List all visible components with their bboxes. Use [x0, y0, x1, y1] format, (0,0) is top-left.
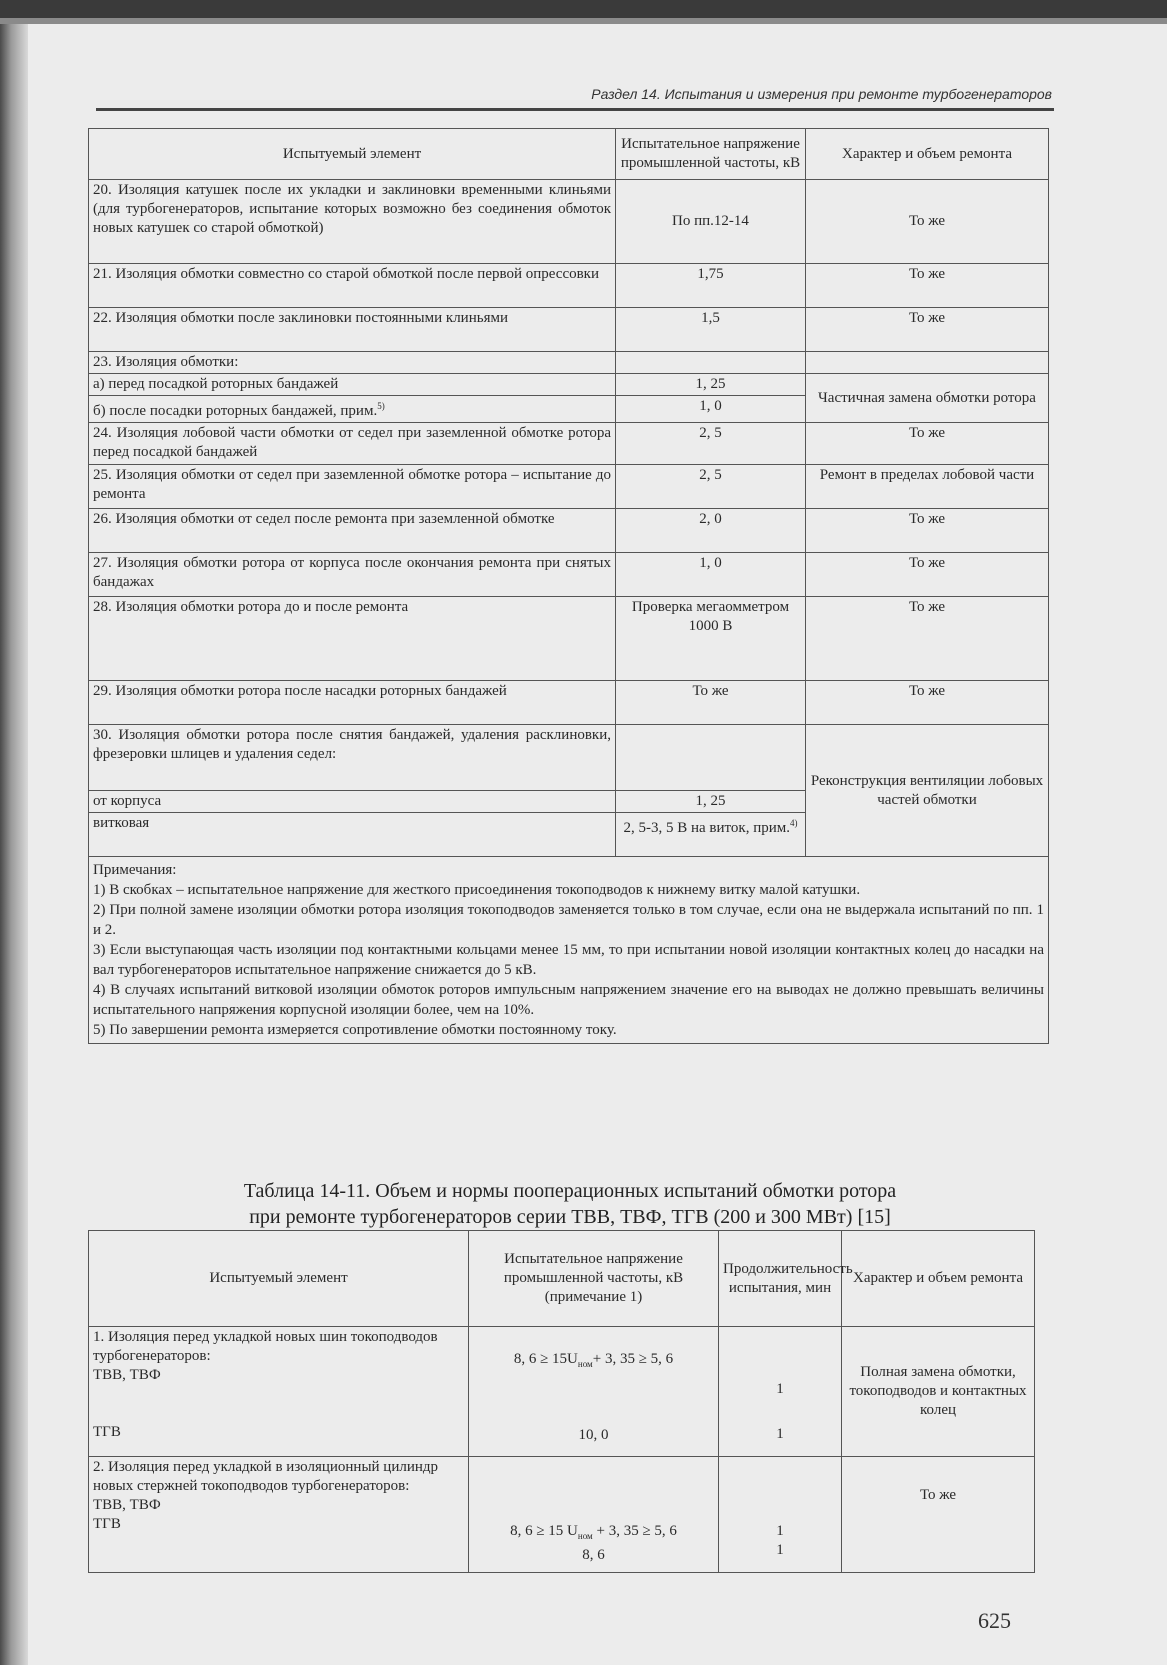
table-row	[89, 725, 1049, 791]
table-row	[89, 1327, 1035, 1457]
cell-repair: То же	[806, 423, 1049, 465]
cell-repair	[806, 352, 1049, 374]
cell-element: 20. Изоляция катушек после их укладки и заклиновки временными клиньями (для турбогенераторов, испытание которых возможно без соединения обмоток новых катушек со старой обмоткой)	[89, 180, 616, 264]
table-row	[89, 374, 1049, 396]
note-item: 3) Если выступающая часть изоляции под контактными кольцами менее 15 мм, то при испытании новой изоляции контактных колец до насадки на вал турбогенераторов испытательное напряжение снижается до 5 кВ.	[93, 942, 1044, 978]
footnote-ref: 4)	[790, 818, 798, 828]
table-row	[89, 1457, 1035, 1573]
cell-element	[89, 1327, 469, 1457]
notes-row	[89, 857, 1049, 1044]
duration-value: 1	[776, 1523, 784, 1539]
table-caption	[90, 1178, 1050, 1230]
cell-repair: То же	[806, 180, 1049, 264]
cell-element: 26. Изоляция обмотки от седел после ремонта при заземленной обмотке	[89, 509, 616, 553]
cell-element: 27. Изоляция обмотки ротора от корпуса после окончания ремонта при снятых бандажах	[89, 553, 616, 597]
cell-element: 24. Изоляция лобовой части обмотки от седел при заземленной обмотке ротора перед посадкой бандажей	[89, 423, 616, 465]
formula-part: 8, 6 ≥ 15 U	[510, 1523, 578, 1539]
cell-voltage: По пп.12-14	[616, 180, 806, 264]
cell-element-text: б) после посадки роторных бандажей, прим.	[93, 403, 378, 419]
page-number: 625	[978, 1608, 1011, 1633]
cell-voltage: 2, 5	[616, 465, 806, 509]
cell-repair: То же	[806, 681, 1049, 725]
note-item: 2) При полной замене изоляции обмотки ротора изоляция токоподводов заменяется только в том случае, если она не выдержала испытаний по пп. 1 и 2.	[93, 902, 1044, 938]
note-item: 1) В скобках – испытательное напряжение для жесткого присоединения токоподводов к нижнему витку малой катушки.	[93, 882, 861, 898]
table-row	[89, 180, 1049, 264]
cell-voltage-text: 2, 5-3, 5 В на виток, прим.	[623, 820, 790, 836]
cell-voltage	[469, 1327, 719, 1457]
cell-voltage: То же	[616, 681, 806, 725]
col-header-repair: Характер и объем ремонта	[806, 129, 1049, 180]
cell-repair: Полная замена обмотки, токоподводов и контактных колец	[842, 1327, 1035, 1457]
voltage-formula	[473, 1350, 714, 1374]
cell-voltage	[616, 725, 806, 791]
repair-text: То же	[919, 1487, 957, 1503]
formula-part: + 3, 35 ≥ 5, 6	[592, 1351, 674, 1367]
cell-element: витковая	[89, 813, 616, 857]
voltage-formula	[473, 1522, 714, 1546]
cell-voltage: Проверка мегаомметром 1000 В	[616, 597, 806, 681]
note-item: 5) По завершении ремонта измеряется сопротивление обмотки постоянному току.	[93, 1022, 617, 1038]
cell-repair: То же	[806, 553, 1049, 597]
cell-element: а) перед посадкой роторных бандажей	[89, 374, 616, 396]
cell-element: 29. Изоляция обмотки ротора после насадки роторных бандажей	[89, 681, 616, 725]
cell-element	[89, 396, 616, 423]
col-header-voltage: Испытательное напряжение промышленной частоты, кВ	[616, 129, 806, 180]
formula-part: + 3, 35 ≥ 5, 6	[592, 1523, 677, 1539]
duration-value: 1	[776, 1542, 784, 1558]
table-rotor-tests	[88, 1230, 1035, 1573]
notes-title: Примечания:	[93, 862, 177, 878]
notes-cell	[89, 857, 1049, 1044]
col-header-element: Испытуемый элемент	[89, 1231, 469, 1327]
element-sub: ТГВ	[93, 1424, 121, 1440]
page-edge-shadow	[0, 0, 28, 1665]
cell-repair	[842, 1457, 1035, 1573]
cell-voltage: 2, 5	[616, 423, 806, 465]
cell-element: от корпуса	[89, 791, 616, 813]
table-row	[89, 352, 1049, 374]
cell-element: 28. Изоляция обмотки ротора до и после ремонта	[89, 597, 616, 681]
formula-sub: ном	[577, 1359, 593, 1369]
element-sub: ТВВ, ТВФ	[93, 1497, 161, 1513]
cell-element: 23. Изоляция обмотки:	[89, 352, 616, 374]
cell-repair: То же	[806, 597, 1049, 681]
cell-element: 22. Изоляция обмотки после заклиновки постоянными клиньями	[89, 308, 616, 352]
cell-element: 21. Изоляция обмотки совместно со старой обмоткой после первой опрессовки	[89, 264, 616, 308]
cell-duration	[719, 1457, 842, 1573]
table-row	[89, 264, 1049, 308]
table-row	[89, 509, 1049, 553]
cell-repair: Ремонт в пределах лобовой части	[806, 465, 1049, 509]
caption-line: Таблица 14-11. Объем и нормы пооперационных испытаний обмотки ротора	[243, 1180, 897, 1202]
table-row	[89, 597, 1049, 681]
element-sub: ТВВ, ТВФ	[93, 1367, 161, 1383]
cell-element: 25. Изоляция обмотки от седел при заземленной обмотке ротора – испытание до ремонта	[89, 465, 616, 509]
cell-voltage	[616, 813, 806, 857]
col-header-repair: Характер и объем ремонта	[842, 1231, 1035, 1327]
table-header-row	[89, 1231, 1035, 1327]
cell-duration	[719, 1327, 842, 1457]
cell-voltage: 1, 25	[616, 791, 806, 813]
cell-voltage	[469, 1457, 719, 1573]
cell-voltage: 2, 0	[616, 509, 806, 553]
cell-repair: То же	[806, 264, 1049, 308]
footnote-ref: 5)	[377, 401, 385, 411]
element-text: 1. Изоляция перед укладкой новых шин токоподводов турбогенераторов:	[93, 1329, 438, 1364]
table-row	[89, 423, 1049, 465]
cell-voltage: 1, 0	[616, 553, 806, 597]
cell-voltage: 1,75	[616, 264, 806, 308]
caption-line: при ремонте турбогенераторов серии ТВВ, ТВФ, ТГВ (200 и 300 МВт) [15]	[249, 1206, 891, 1228]
duration-value: 1	[776, 1426, 784, 1442]
table-test-voltages	[88, 128, 1049, 1044]
element-text: 2. Изоляция перед укладкой в изоляционный цилиндр новых стержней токоподводов турбогенераторов:	[93, 1459, 439, 1494]
formula-part: 8, 6 ≥ 15U	[513, 1351, 578, 1367]
cell-voltage: 1, 25	[616, 374, 806, 396]
cell-repair: Частичная замена обмотки ротора	[806, 374, 1049, 423]
table-row	[89, 465, 1049, 509]
table-row	[89, 681, 1049, 725]
col-header-voltage: Испытательное напряжение промышленной частоты, кВ (примечание 1)	[469, 1231, 719, 1327]
element-sub: ТГВ	[93, 1516, 121, 1532]
formula-sub: ном	[577, 1531, 593, 1541]
running-header: Раздел 14. Испытания и измерения при ремонте турбогенераторов	[591, 86, 1052, 102]
duration-value: 1	[776, 1381, 784, 1397]
col-header-duration: Продолжительность испытания, мин	[719, 1231, 842, 1327]
note-item: 4) В случаях испытаний витковой изоляции обмоток роторов импульсным напряжением значение его на выводах не должно превышать величины испытательного напряжения корпусной изоляции более, чем на 10%.	[93, 982, 1044, 1018]
table-row	[89, 553, 1049, 597]
cell-element	[89, 1457, 469, 1573]
cell-element: 30. Изоляция обмотки ротора после снятия бандажей, удаления расклиновки, фрезеровки шлицев и удаления седел:	[89, 725, 616, 791]
cell-repair: Реконструкция вентиляции лобовых частей обмотки	[806, 725, 1049, 857]
scan-top-border	[0, 0, 1167, 18]
voltage-value: 10, 0	[578, 1427, 609, 1443]
cell-repair: То же	[806, 509, 1049, 553]
voltage-value: 8, 6	[582, 1547, 605, 1563]
table-header-row	[89, 129, 1049, 180]
cell-voltage: 1,5	[616, 308, 806, 352]
cell-voltage: 1, 0	[616, 396, 806, 423]
cell-voltage	[616, 352, 806, 374]
header-rule	[96, 108, 1054, 111]
table-row	[89, 308, 1049, 352]
col-header-element: Испытуемый элемент	[89, 129, 616, 180]
cell-repair: То же	[806, 308, 1049, 352]
